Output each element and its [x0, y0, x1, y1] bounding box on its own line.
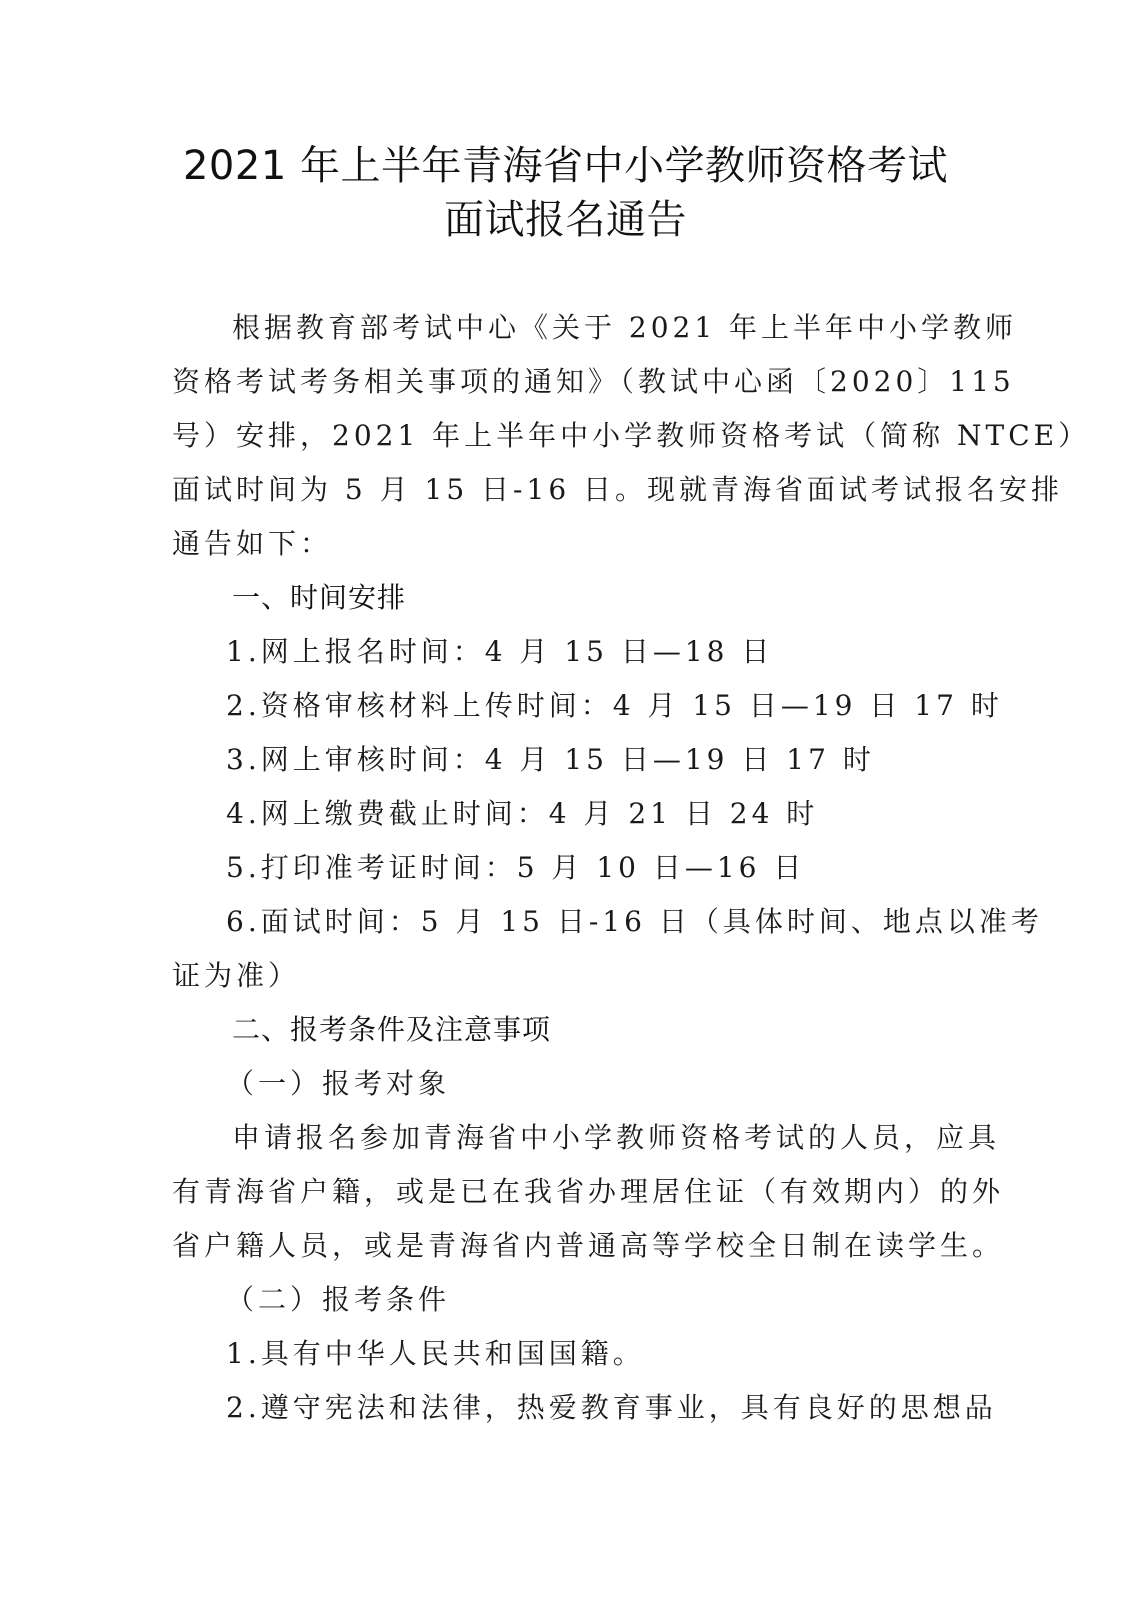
schedule-item: 2.资格审核材料上传时间：4 月 15 日—19 日 17 时 — [226, 689, 1003, 722]
intro-line: 根据教育部考试中心《关于 2021 年上半年中小学教师 — [232, 311, 1018, 344]
schedule-item: 6.面试时间：5 月 15 日-16 日（具体时间、地点以准考 — [226, 905, 1043, 938]
intro-line: 面试时间为 5 月 15 日-16 日。现就青海省面试考试报名安排 — [172, 473, 1064, 506]
subsection-heading-requirements: （二）报考条件 — [226, 1283, 451, 1316]
intro-line: 号）安排，2021 年上半年中小学教师资格考试（简称 NTCE） — [172, 419, 1091, 452]
intro-line: 资格考试考务相关事项的通知》（教试中心函〔2020〕115 — [172, 365, 1015, 398]
section-heading-conditions: 二、报考条件及注意事项 — [232, 1013, 552, 1046]
applicants-line: 省户籍人员，或是青海省内普通高等学校全日制在读学生。 — [172, 1229, 1005, 1262]
requirement-item: 2.遵守宪法和法律，热爱教育事业，具有良好的思想品 — [226, 1391, 997, 1424]
schedule-item: 3.网上审核时间：4 月 15 日—19 日 17 时 — [226, 743, 875, 776]
schedule-item: 4.网上缴费截止时间：4 月 21 日 24 时 — [226, 797, 819, 830]
applicants-line: 申请报名参加青海省中小学教师资格考试的人员，应具 — [232, 1121, 1001, 1154]
applicants-line: 有青海省户籍，或是已在我省办理居住证（有效期内）的外 — [172, 1175, 1005, 1208]
section-heading-schedule: 一、时间安排 — [232, 581, 407, 614]
schedule-item: 5.打印准考证时间：5 月 10 日—16 日 — [226, 851, 806, 884]
requirement-item: 1.具有中华人民共和国国籍。 — [226, 1337, 645, 1370]
title-line-2: 面试报名通告 — [444, 197, 687, 243]
title-line-1: 2021 年上半年青海省中小学教师资格考试 — [182, 143, 948, 189]
schedule-item-continued: 证为准） — [172, 959, 301, 992]
intro-line: 通告如下： — [172, 527, 333, 560]
schedule-item: 1.网上报名时间：4 月 15 日—18 日 — [226, 635, 774, 668]
subsection-heading-applicants: （一）报考对象 — [226, 1067, 451, 1100]
